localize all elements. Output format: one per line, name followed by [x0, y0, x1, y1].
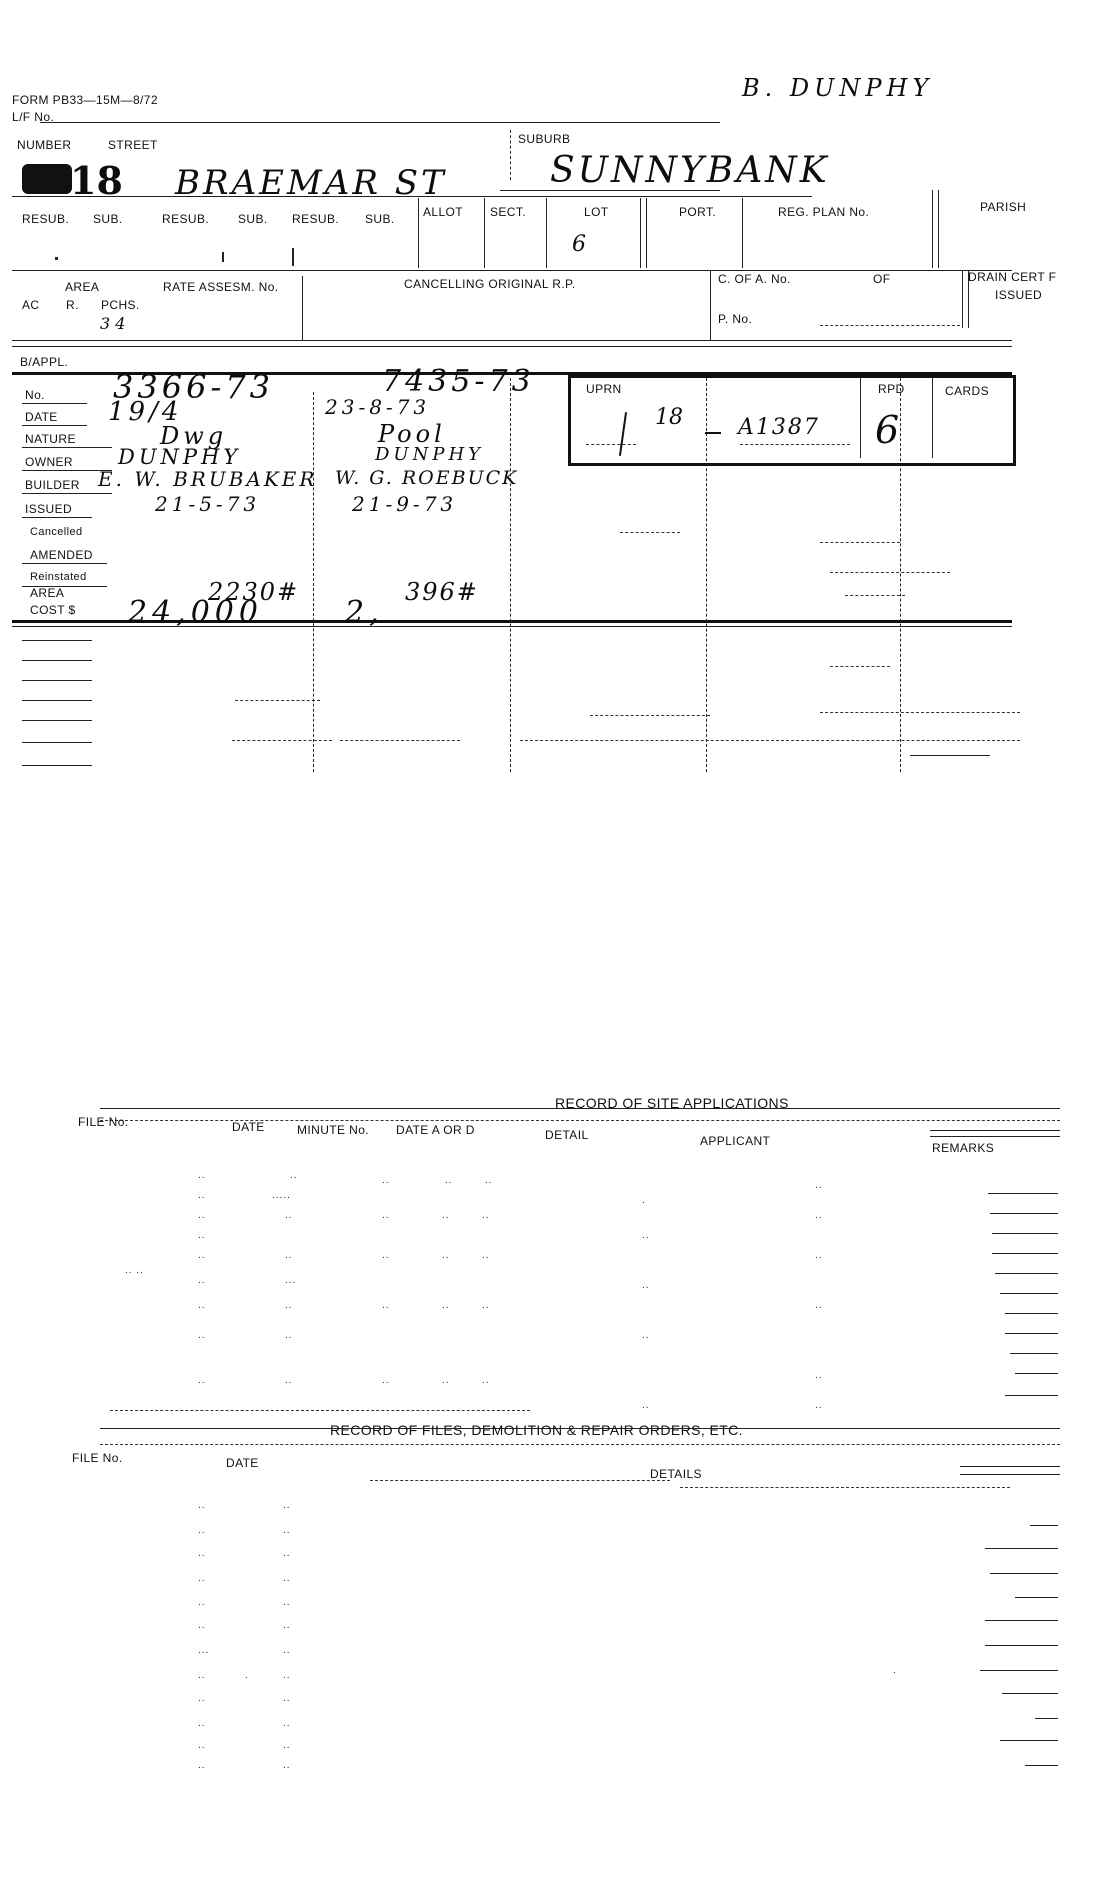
suburb-name: SUNNYBANK: [550, 150, 830, 191]
port-label: PORT.: [679, 205, 717, 219]
lot-value: 6: [572, 232, 586, 257]
r-label: R.: [66, 298, 79, 312]
site-col-detail: DETAIL: [545, 1128, 589, 1142]
appl-2-builder: W. G. ROEBUCK: [335, 467, 519, 489]
uprn-value-b: A1387: [738, 415, 820, 440]
resub-label-3: RESUB.: [292, 212, 340, 226]
row-label-builder: BUILDER: [25, 478, 80, 492]
suburb-label: SUBURB: [518, 132, 571, 146]
appl-2-cost: 2,: [345, 595, 384, 630]
site-col-minute-no: MINUTE No.: [297, 1123, 370, 1137]
appl-1-builder: E. W. BRUBAKER: [98, 467, 318, 491]
pchs-label: PCHS.: [101, 298, 140, 312]
sub-label-3: SUB.: [365, 212, 395, 226]
site-applications-title: RECORD OF SITE APPLICATIONS: [555, 1095, 789, 1111]
parish-label: PARISH: [980, 200, 1027, 214]
allot-label: ALLOT: [423, 205, 464, 219]
resub-label-2: RESUB.: [162, 212, 210, 226]
redacted-mark: [22, 164, 72, 194]
appl-2-date: 23-8-73: [325, 395, 431, 419]
sect-label: SECT.: [490, 205, 527, 219]
row-label-nature: NATURE: [25, 432, 76, 446]
row-label-no: No.: [25, 388, 45, 402]
appl-2-owner: DUNPHY: [375, 444, 485, 465]
resub-label-1: RESUB.: [22, 212, 70, 226]
street-label: STREET: [108, 138, 158, 152]
rpd-label: RPD: [878, 382, 905, 396]
number-label: NUMBER: [17, 138, 72, 152]
row-label-issued: ISSUED: [25, 502, 73, 516]
appl-2-area: 396#: [405, 578, 479, 606]
row-label-cancelled: Cancelled: [30, 526, 83, 538]
area-value: 3 4: [100, 314, 126, 333]
appl-1-owner: DUNPHY: [118, 445, 242, 469]
uprn-value-a: 18: [655, 405, 683, 430]
appl-1-nature: Dwg: [160, 422, 228, 450]
lf-number-label: L/F No.: [12, 110, 55, 124]
sub-label-1: SUB.: [93, 212, 123, 226]
appl-2-number: 7435-73: [382, 364, 535, 399]
c-of-a-label: C. OF A. No.: [718, 272, 791, 286]
uprn-label: UPRN: [586, 382, 622, 396]
site-col-date-a-or-d: DATE A OR D: [396, 1123, 475, 1137]
ac-label: AC: [22, 298, 40, 312]
row-label-date: DATE: [25, 410, 58, 424]
reg-plan-label: REG. PLAN No.: [778, 205, 870, 219]
street-number: 18: [70, 158, 123, 203]
cancelling-label: CANCELLING ORIGINAL R.P.: [404, 277, 576, 291]
appl-1-cost: 24,000: [128, 595, 263, 630]
handwritten-name: B. DUNPHY: [742, 74, 934, 102]
appl-1-area: 2230#: [208, 578, 300, 606]
row-label-area: AREA: [30, 586, 65, 600]
rate-assessment-label: RATE ASSESM. No.: [163, 280, 279, 294]
row-label-cost: COST $: [30, 603, 76, 617]
lot-label: LOT: [584, 205, 609, 219]
row-label-owner: OWNER: [25, 455, 73, 469]
site-col-remarks: REMARKS: [932, 1141, 995, 1155]
cards-label: CARDS: [945, 384, 990, 398]
issued-label: ISSUED: [995, 288, 1043, 302]
appl-1-date: 19/4: [108, 397, 183, 427]
of-label: OF: [873, 272, 891, 286]
street-name: BRAEMAR ST: [175, 163, 447, 203]
row-label-amended: AMENDED: [30, 548, 93, 562]
files-col-file-no: FILE No.: [72, 1451, 123, 1465]
sub-label-2: SUB.: [238, 212, 268, 226]
rpd-value: 6: [875, 408, 900, 452]
site-col-date: DATE: [232, 1120, 265, 1134]
site-col-applicant: APPLICANT: [700, 1134, 771, 1148]
appl-1-number: 3366-73: [113, 368, 274, 406]
appl-2-nature: Pool: [378, 420, 446, 448]
appl-1-issued: 21-5-73: [155, 492, 261, 516]
b-appl-heading: B/APPL.: [20, 355, 69, 369]
area-label: AREA: [65, 280, 100, 294]
form-id: FORM PB33—15M—8/72: [12, 93, 158, 107]
appl-2-issued: 21-9-73: [352, 492, 458, 516]
p-no-label: P. No.: [718, 312, 753, 326]
row-label-reinstated: Reinstated: [30, 571, 87, 583]
files-col-date: DATE: [226, 1456, 259, 1470]
files-col-details: DETAILS: [650, 1467, 702, 1481]
drain-cert-label: DRAIN CERT F: [968, 270, 1057, 284]
files-record-title: RECORD OF FILES, DEMOLITION & REPAIR ORDERS, ETC.: [330, 1422, 743, 1438]
site-col-file-no: FILE No.: [78, 1115, 129, 1129]
